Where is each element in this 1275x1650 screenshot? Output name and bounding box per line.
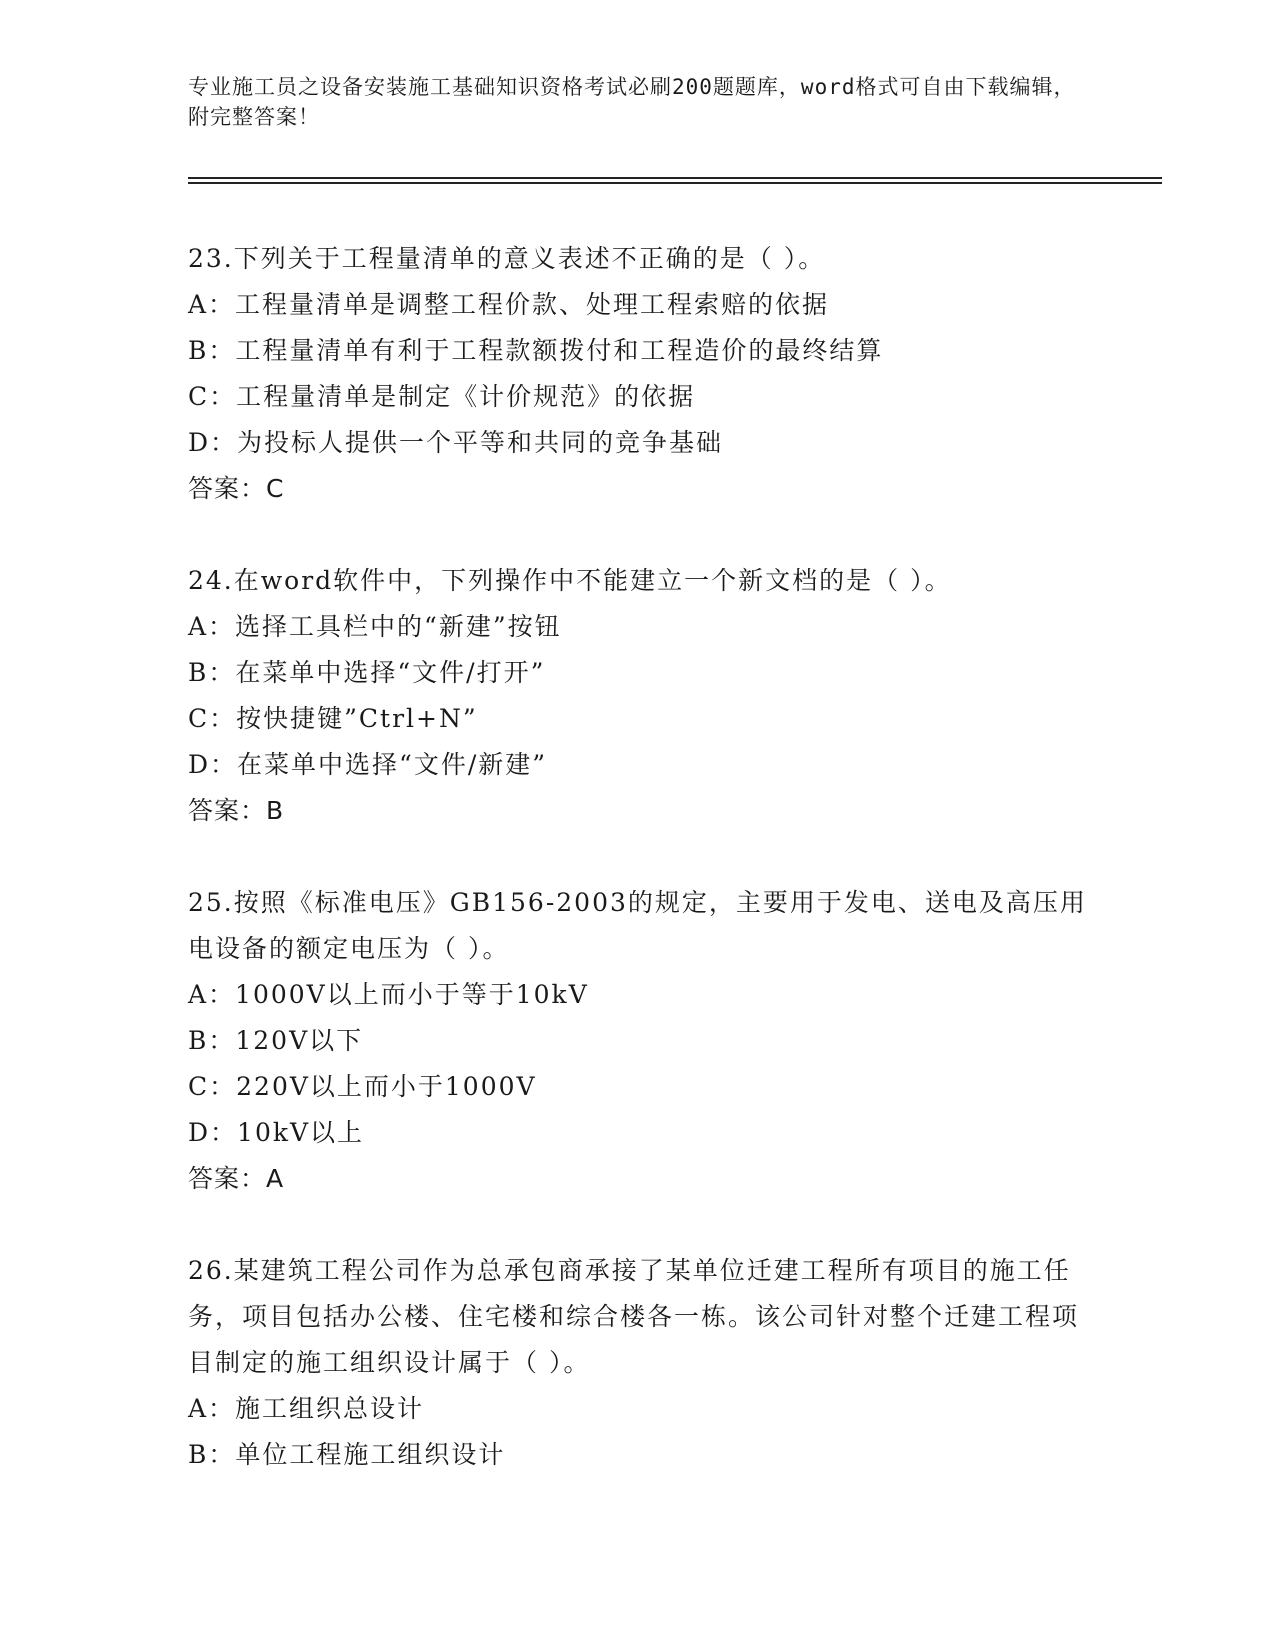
header-divider-bottom [188, 182, 1162, 184]
option-d: D：10kV以上 [188, 1118, 365, 1147]
question-23 [188, 236, 1098, 512]
question-stem: 25.按照《标准电压》GB156-2003的规定，主要用于发电、送电及高压用电设备的额定电压为（ ）。 [188, 888, 1087, 963]
option-b: B：在菜单中选择“文件/打开” [188, 658, 546, 687]
answer-line: 答案：B [188, 796, 285, 825]
option-a: A：选择工具栏中的“新建”按钮 [188, 612, 562, 641]
option-b: B：120V以下 [188, 1026, 364, 1055]
answer-line: 答案：A [188, 1164, 285, 1193]
question-stem: 26.某建筑工程公司作为总承包商承接了某单位迁建工程所有项目的施工任务，项目包括办公楼、住宅楼和综合楼各一栋。该公司针对整个迁建工程项目制定的施工组织设计属于（ ）。 [188, 1256, 1080, 1377]
option-b: B：工程量清单有利于工程款额拨付和工程造价的最终结算 [188, 336, 884, 365]
option-a: A：1000V以上而小于等于10kV [188, 980, 589, 1009]
question-list [188, 236, 1098, 1524]
option-d: D：在菜单中选择“文件/新建” [188, 750, 548, 779]
question-26 [188, 1248, 1098, 1478]
question-25 [188, 880, 1098, 1202]
option-b: B：单位工程施工组织设计 [188, 1440, 506, 1469]
question-24 [188, 558, 1098, 834]
option-c: C：按快捷键”Ctrl+N” [188, 704, 478, 733]
option-a: A：工程量清单是调整工程价款、处理工程索赔的依据 [188, 290, 830, 319]
question-stem: 23.下列关于工程量清单的意义表述不正确的是（ ）。 [188, 244, 826, 273]
option-d: D：为投标人提供一个平等和共同的竞争基础 [188, 428, 724, 457]
question-stem: 24.在word软件中，下列操作中不能建立一个新文档的是（ ）。 [188, 566, 952, 595]
document-header: 专业施工员之设备安装施工基础知识资格考试必刷200题题库，word格式可自由下载编辑，附完整答案！ [188, 75, 1076, 129]
header-divider-top [188, 177, 1162, 179]
answer-line: 答案：C [188, 474, 285, 503]
option-c: C：工程量清单是制定《计价规范》的依据 [188, 382, 696, 411]
option-c: C：220V以上而小于1000V [188, 1072, 537, 1101]
option-a: A：施工组织总设计 [188, 1394, 425, 1423]
